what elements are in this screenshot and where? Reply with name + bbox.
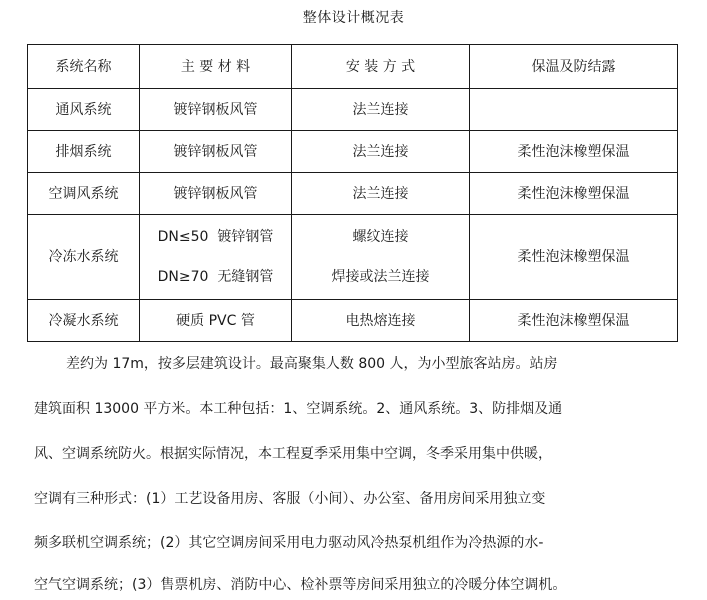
install-cell: 法兰连接 — [292, 173, 470, 215]
insulation-cell: 柔性泡沫橡塑保温 — [470, 300, 678, 342]
table-row — [28, 215, 678, 300]
material-cell: 镀锌钢板风管 — [140, 131, 292, 173]
paragraph-line: 空气空调系统；(3）售票机房、消防中心、检补票等房间采用独立的冷暖分体空调机。 — [34, 577, 567, 593]
table-row — [28, 173, 678, 215]
insulation-cell: 柔性泡沫橡塑保温 — [470, 173, 678, 215]
system-name-cell: 冷冻水系统 — [28, 215, 140, 300]
insulation-cell: 柔性泡沫橡塑保温 — [470, 131, 678, 173]
paragraph-line: 建筑面积 13000 平方米。本工种包括：1、空调系统。2、通风系统。3、防排烟及通 — [34, 401, 563, 417]
material-cell: 硬质 PVC 管 — [140, 300, 292, 342]
material-cell — [140, 215, 292, 300]
material-cell: 镀锌钢板风管 — [140, 173, 292, 215]
install-cell: 电热熔连接 — [292, 300, 470, 342]
install-line: 焊接或法兰连接 — [331, 269, 430, 285]
insulation-cell: 柔性泡沫橡塑保温 — [470, 215, 678, 300]
install-line: 螺纹连接 — [352, 229, 409, 245]
table-header-row — [28, 45, 678, 89]
table-row — [28, 300, 678, 342]
paragraph-line: 频多联机空调系统；(2）其它空调房间采用电力驱动风冷热泵机组作为冷热源的水- — [34, 535, 544, 551]
material-line: DN≥70 无缝钢管 — [157, 269, 274, 285]
design-overview-table — [27, 44, 678, 342]
install-cell: 法兰连接 — [292, 131, 470, 173]
table-row — [28, 89, 678, 131]
system-name-cell: 冷凝水系统 — [28, 300, 140, 342]
paragraph-line: 空调有三种形式：(1）工艺设备用房、客服（小间）、办公室、备用房间采用独立变 — [34, 491, 546, 507]
system-name-cell: 通风系统 — [28, 89, 140, 131]
header-insulation: 保温及防结露 — [470, 45, 678, 89]
install-cell: 法兰连接 — [292, 89, 470, 131]
system-name-cell: 空调风系统 — [28, 173, 140, 215]
system-name-cell: 排烟系统 — [28, 131, 140, 173]
material-cell: 镀锌钢板风管 — [140, 89, 292, 131]
header-material: 主 要 材 料 — [140, 45, 292, 89]
paragraph-line: 风、空调系统防火。根据实际情况，本工程夏季采用集中空调，冬季采用集中供暖， — [34, 446, 552, 462]
table-title: 整体设计概况表 — [302, 10, 405, 26]
insulation-cell — [470, 89, 678, 131]
header-system: 系统名称 — [28, 45, 140, 89]
paragraph-line: 差约为 17m，按多层建筑设计。最高聚集人数 800 人，为小型旅客站房。站房 — [66, 356, 558, 372]
header-install: 安 装 方 式 — [292, 45, 470, 89]
install-cell — [292, 215, 470, 300]
material-line: DN≤50 镀锌钢管 — [157, 229, 274, 245]
table-row — [28, 131, 678, 173]
